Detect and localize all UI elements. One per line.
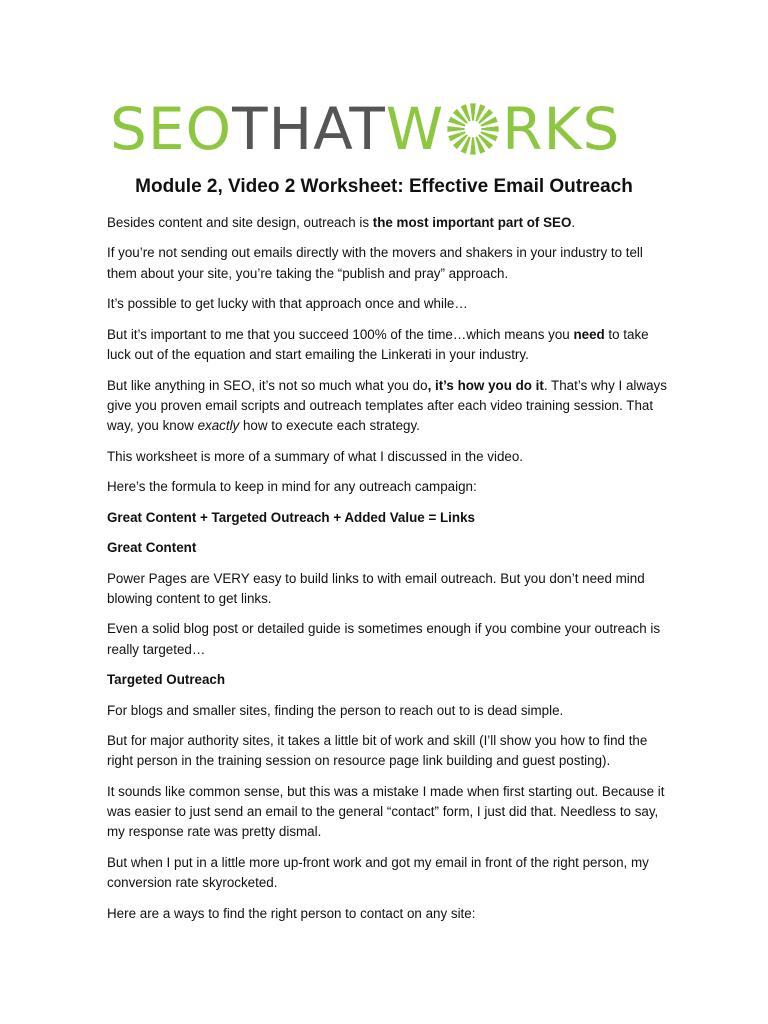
formula-text: Great Content + Targeted Outreach + Added Value = Links xyxy=(107,509,475,525)
paragraph-intro xyxy=(107,213,667,233)
logo-text-rks: RKS xyxy=(502,95,621,163)
heading-great-content-text: Great Content xyxy=(107,540,197,556)
heading-targeted-outreach xyxy=(107,670,667,690)
paragraph-ways-to-find: Here are a ways to find the right person to contact on any site: xyxy=(107,905,476,921)
paragraph-how-you-do-it xyxy=(107,376,667,437)
paragraph-common-sense: It sounds like common sense, but this was a mistake I made when first starting out. Because it was easier to just send an email to the general “contact” form, I just did that. Needless to say, my response rate was pretty dismal. xyxy=(107,783,665,840)
paragraph-succeed xyxy=(107,325,667,366)
worksheet-title: Module 2, Video 2 Worksheet: Effective Email Outreach xyxy=(135,176,633,197)
paragraph-publish-pray: If you’re not sending out emails directly with the movers and shakers in your industry to tell them about your site, you’re taking the “publish and pray” approach. xyxy=(107,245,643,281)
paragraph-blog-post: Even a solid blog post or detailed guide is sometimes enough if you combine your outreach is really targeted… xyxy=(107,621,661,657)
paragraph-summary: This worksheet is more of a summary of what I discussed in the video. xyxy=(107,448,524,464)
howto-emphasis: , it’s how you do it xyxy=(427,377,544,393)
paragraph-power-pages: Power Pages are VERY easy to build links to with email outreach. But you don’t need mind blowing content to get links. xyxy=(107,570,645,606)
paragraph-authority-sites: But for major authority sites, it takes a little bit of work and skill (I’ll show you how to find the right person in the training session on resource page link building and guest posting). xyxy=(107,733,648,769)
howto-italic: exactly xyxy=(197,418,240,434)
paragraph-lucky: It’s possible to get lucky with that approach once and while… xyxy=(107,296,468,312)
succeed-emphasis: need xyxy=(573,326,605,342)
paragraph-up-front-work: But when I put in a little more up-front work and got my email in front of the right person, my conversion rate skyrocketed. xyxy=(107,854,649,891)
intro-text: Besides content and site design, outreach is xyxy=(107,215,373,230)
sunburst-ray xyxy=(470,137,476,154)
howto-text-c: . That’s why I always give you proven email scripts and outreach templates after each video training session. That way, you know xyxy=(107,377,667,434)
logo-text-that: THAT xyxy=(232,95,386,163)
paragraph-formula-intro: Here’s the formula to keep in mind for any outreach campaign: xyxy=(107,479,477,495)
sunburst-icon xyxy=(445,101,501,157)
formula xyxy=(107,508,667,528)
succeed-text-c: to take luck out of the equation and start emailing the Linkerati in your industry. xyxy=(107,326,649,363)
intro-period: . xyxy=(571,215,576,230)
sunburst-ray xyxy=(448,126,465,132)
heading-targeted-outreach-text: Targeted Outreach xyxy=(107,672,226,688)
logo-text-seo: SEO xyxy=(110,95,233,163)
worksheet-body xyxy=(107,213,667,934)
logo-text-w: W xyxy=(385,95,445,163)
intro-emphasis: the most important part of SEO xyxy=(372,215,572,230)
sunburst-ray xyxy=(470,103,476,120)
sunburst-ray xyxy=(481,126,498,132)
seo-that-works-logo xyxy=(110,94,660,164)
howto-text-e: how to execute each strategy. xyxy=(239,418,420,434)
heading-great-content xyxy=(107,538,667,558)
paragraph-smaller-sites: For blogs and smaller sites, finding the person to reach out to is dead simple. xyxy=(107,702,564,718)
howto-text-a: But like anything in SEO, it’s not so much what you do xyxy=(107,377,428,393)
succeed-text-a: But it’s important to me that you succeed 100% of the time…which means you xyxy=(107,326,574,342)
